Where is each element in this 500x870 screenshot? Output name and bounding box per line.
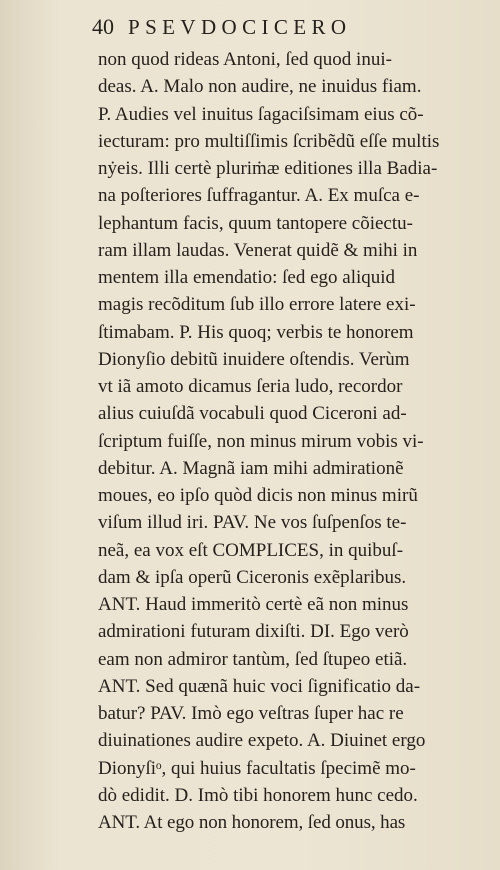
text-line: lephantum facis, quum tantopere cõiectu- [98,212,413,234]
text-line: ſtimabam. P. His quoq; verbis te honorem [98,321,414,343]
text-line: viſum illud iri. PAV. Ne vos ſuſpenſos te- [98,512,407,534]
text-line: ANT. Sed quænã huic voci ſignificatio da- [98,675,421,697]
text-line: ANT. Haud immeritò certè eã non minus [98,594,409,615]
text-line: ANT. At ego non honorem, ſed onus, has [98,812,406,833]
text-line: ſcriptum fuiſſe, non minus mirum vobis vi- [98,430,424,452]
text-line: dò edidit. D. Imò tibi honorem hunc cedo. [98,784,418,806]
text-line: mentem illa emendatio: ſed ego aliquid [98,267,396,288]
text-line: admirationi futuram dixiſti. DI. Ego verò [98,621,409,643]
text-line: nẏeis. Illi certè pluriṁæ editiones illa Badia- [98,158,438,179]
text-line: non quod rideas Antoni, ſed quod inui- [98,49,392,70]
text-line: Dionyſio debitũ inuidere oſtendis. Verùm [98,348,410,370]
text-line: diuinationes audire expeto. A. Diuinet ergo [98,730,426,752]
text-line: eam non admiror tantùm, ſed ſtupeo etiã. [98,648,408,670]
text-line: alius cuiuſdã vocabuli quod Ciceroni ad- [98,403,407,425]
text-line: ram illam laudas. Venerat quidẽ & mihi in [98,239,418,261]
text-line: moues, eo ipſo quòd dicis non minus mirũ [98,485,418,506]
page-number: 40 [92,14,114,39]
page-header [92,14,352,48]
text-line: P. Audies vel inuitus ſagaciſsimam eius cõ- [98,103,424,125]
running-title: PSEVDOCICERO [128,15,352,39]
text-line: deas. A. Malo non audire, ne inuidus fiam. [98,76,422,98]
text-line: neã, ea vox eſt COMPLICES, in quibuſ- [98,539,404,561]
text-line: batur? PAV. Imò ego veſtras ſuper hac re [98,703,404,724]
text-line: magis recõditum ſub illo errore latere exi- [98,294,416,316]
text-line: dam & ipſa operũ Ciceronis exẽplaribus. [98,566,407,588]
text-line: Dionyſiᵒ, qui huius facultatis ſpecimẽ mo- [98,757,416,779]
text-line: vt iã amoto dicamus ſeria ludo, recordor [98,376,403,397]
text-line: iecturam: pro multiſſimis ſcribẽdũ eſſe multis [98,130,440,152]
text-line: debitur. A. Magnã iam mihi admirationẽ [98,457,404,479]
text-line: na poſteriores ſuffragantur. A. Ex muſca e- [98,185,420,207]
text-block [98,46,476,836]
